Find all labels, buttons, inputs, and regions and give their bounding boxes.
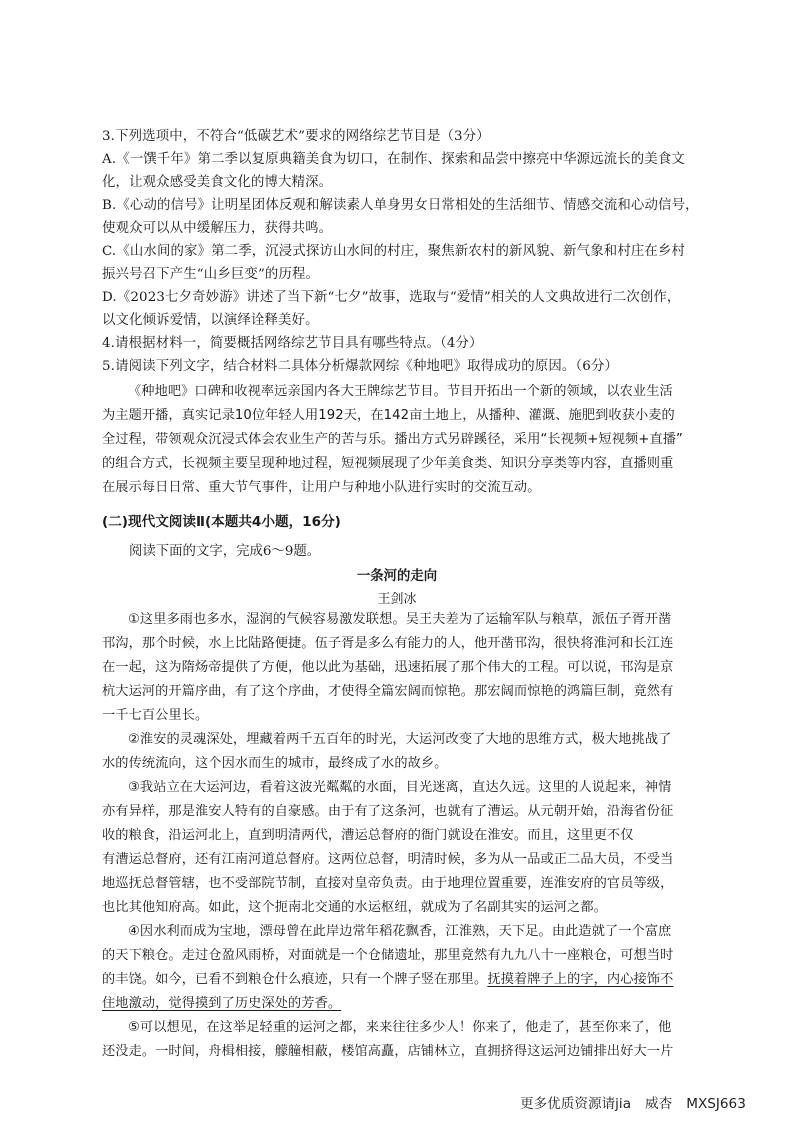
article-line: 亦有异样，那是淮安人特有的自豪感。由于有了这条河，也就有了漕运。从元朝开始，沿海省份征: [102, 804, 674, 819]
article-line: 有漕运总督府，还有江南河道总督府。这两位总督，明清时候，多为从一品或正二品大员，不受当: [102, 852, 674, 867]
underlined-sentence: 抚摸着牌子上的字，内心接饰不: [487, 972, 674, 987]
q3-option-d-line2: 以文化倾诉爱情，以演绎诠释美好。: [102, 313, 319, 328]
article-line: 一千七百公里长。: [102, 708, 209, 723]
footer-text: 更多优质资源请jia: [520, 1096, 632, 1112]
article-line: ②淮安的灵魂深处，埋藏着两千五百年的时光，大运河改变了大地的思维方式，极大地挑战了: [128, 732, 672, 747]
q4-stem: 4.请根据材料一，简要概括网络综艺节目具有哪些特点。（4分）: [102, 336, 483, 351]
article-line: 收的粮食，沿运河北上，直到明清两代，漕运总督府的衙门就设在淮安。而且，这里更不仅: [102, 828, 634, 843]
article-line: 在一起，这为隋炀帝提供了方便，他以此为基础，迅速拓展了那个伟大的工程。可以说，邗沟是京: [102, 660, 674, 675]
article-title: 一条河的走向: [356, 569, 438, 584]
article-text: 的丰饶。如今，已看不到粮仓什么痕迹，只有一个牌子竖在那里。: [102, 972, 488, 987]
article-line: ③我站立在大运河边，看着这波光粼粼的水面，目光迷离，直达久远。这里的人说起来，神情: [128, 780, 672, 795]
article-line: 的天下粮仓。走过仓盈风雨桥，对面就是一个仓储遗址，那里竟然有九九八十一座粮仓，可想当时: [102, 948, 674, 963]
q5-passage-line: 全过程，带领观众沉浸式体会农业生产的苦与乐。播出方式另辟蹊径，采用“长视频+短视频+直播”: [102, 432, 683, 447]
q3-option-b-line2: 使观众可以从中缓解压力，获得共鸣。: [102, 221, 333, 236]
q3-option-a-line1: A.《一馔千年》第二季以复原典籍美食为切口，在制作、探索和品尝中擦亮中华源远流长的美食文: [102, 152, 685, 167]
article-line: [102, 994, 698, 1014]
footer-code: MXSJ663: [686, 1096, 746, 1112]
q3-option-c-line2: 振兴号召下产生“山乡巨变”的历程。: [102, 267, 320, 282]
q3-option-a-line2: 化，让观众感受美食文化的博大精深。: [102, 175, 333, 190]
article-line: 地巡抚总督管辖，也不受部院节制，直接对皇帝负责。由于地理位置重要，连淮安府的官员等级，: [102, 876, 674, 891]
underlined-sentence: 住地激动，觉得摸到了历史深处的芳香。: [102, 996, 342, 1011]
article-line: ④因水利而成为宝地，漂母曾在此岸边常年稻花飘香，江淮熟，天下足。由此造就了一个富庶: [128, 924, 672, 939]
footer-name: 威杏: [645, 1096, 673, 1112]
q5-stem: 5.请阅读下列文字，结合材料二具体分析爆款网综《种地吧》取得成功的原因。（6分）: [102, 359, 619, 374]
article-line: 也比其他知府高。如此，这个扼南北交通的水运枢纽，就成为了名副其实的运河之都。: [102, 900, 607, 915]
q5-passage-line: 为主题开播，真实记录10位年轻人用192天，在142亩土地上，从播种、灌溉、施肥到收获小麦的: [102, 408, 675, 423]
q5-passage-line: 的组合方式，长视频主要呈现种地过程，短视频展现了少年美食类、知识分享类等内容，直播则重: [102, 456, 674, 471]
q5-passage-line: 在展示每日日常、重大节气事件，让用户与种地小队进行实时的交流互动。: [102, 480, 541, 495]
article-line: ①这里多雨也多水，湿润的气候容易激发联想。吴王夫差为了运输军队与粮草，派伍子胥开凿: [128, 612, 672, 627]
section-heading: (二)现代文阅读Ⅱ(本题共4小题，16分): [102, 514, 341, 530]
article-line: [102, 970, 698, 990]
article-line: 水的传统流向，这个因水而生的城市，最终成了水的故乡。: [102, 756, 448, 771]
q3-option-b-line1: B.《心动的信号》让明星团体反观和解读素人单身男女日常相处的生活细节、情感交流和心动信号，: [102, 198, 699, 213]
article-line: 杭大运河的开篇序曲，有了这个序曲，才使得全篇宏阔而惊艳。那宏阔而惊艳的鸿篇巨制，竟然有: [102, 684, 674, 699]
q3-stem: 3.下列选项中，不符合“低碳艺术”要求的网络综艺节目是（3分）: [102, 129, 490, 144]
article-line: ⑤可以想见，在这举足轻重的运河之都，来来往往多少人！你来了，他走了，甚至你来了，他: [128, 1020, 672, 1035]
q5-passage-line: 《种地吧》口碑和收视率远亲国内各大王牌综艺节目。节目开拓出一个新的领域，以农业生活: [128, 384, 673, 399]
article-line: 邗沟，那个时候，水上比陆路便捷。伍子胥是多么有能力的人，他开凿邗沟，很快将淮河和长江连: [102, 636, 674, 651]
q3-option-c-line1: C.《山水间的家》第二季，沉浸式探访山水间的村庄，聚焦新农村的新风貌、新气象和村庄在乡村: [102, 244, 686, 259]
footer-note: [520, 1092, 746, 1112]
article-author: 王剑冰: [377, 592, 417, 607]
section-instruction: 阅读下面的文字，完成6～9题。: [129, 544, 321, 559]
article-line: 还没走。一时间，舟楫相接，艨艟相蔽，楼馆高矗，店铺林立，直拥挤得这运河边铺排出好大一片: [102, 1044, 674, 1059]
q3-option-d-line1: D.《2023七夕奇妙游》讲述了当下新“七夕”故事，选取与“爱情”相关的人文典故进行二次创作，: [102, 290, 681, 305]
